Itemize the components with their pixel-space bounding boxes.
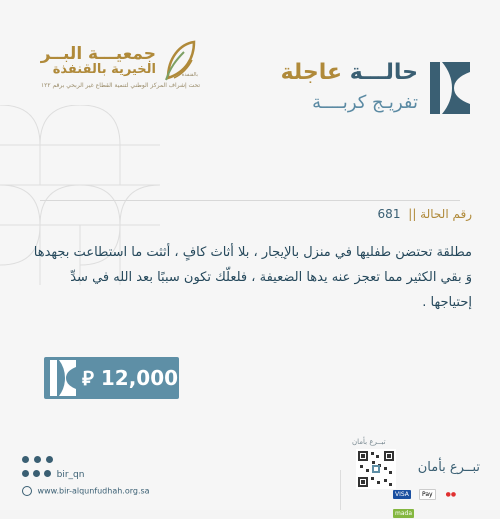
tiktok-icon[interactable] [22,456,29,463]
twitter-icon[interactable] [33,470,40,477]
title-part1: حالـــة [349,60,418,85]
case-description: مطلقة تحتضن طفليها في منزل بالإيجار ، بلا أثاث كافٍ ، أثثت ما استطاعت بجهدها وَ بقي الكثير مما تعجز عنه يدها الضعيفة ، فلعلّك تكون سببًا بعد الله في سدِّ إحتياجها . [33,245,472,310]
price-box [44,357,179,399]
brand-mark-icon [430,62,470,114]
case-number-label: رقم الحالة || [408,207,472,221]
globe-icon [22,486,32,496]
case-number [378,207,472,221]
donate-label: تبــرع بأمان [417,460,480,475]
mastercard-icon: ●● [445,491,457,498]
instagram-icon[interactable] [22,470,29,477]
title-part2: عاجلة [280,60,343,85]
case-number-value: 681 [377,207,401,221]
youtube-icon[interactable] [44,470,51,477]
link-icon[interactable] [46,456,53,463]
website-link[interactable]: www.bir-alqunfudhah.org.sa [37,486,150,496]
social-handle[interactable]: bir_qn [56,470,85,480]
mada-icon: mada [395,510,413,517]
org-subline: تحت إشراف المركز الوطني لتنمية القطاع غير الربحي برقم ١٢٢ [40,82,200,89]
snapchat-icon[interactable] [34,456,41,463]
social-icons-row [22,455,55,465]
qr-label: تبــرع بأمان [352,438,386,446]
org-logo [40,38,200,94]
page-subtitle: تفريـج كربــــة [312,92,418,113]
currency-symbol: ⃁ [82,366,94,390]
website-row [22,486,150,496]
payment-methods [390,481,480,517]
price-amount: ⃁ 12,000 [82,366,179,390]
footer [0,420,500,517]
divider [40,200,460,201]
social-handle-row [22,470,84,480]
org-small-text: بالقنفذة [181,72,198,78]
org-name: جمعيـــة البــر الخيرية بالقنفذة [40,44,156,77]
footer-divider [340,470,341,510]
visa-icon: VISA [395,491,409,498]
apple-pay-icon: Pay [419,489,436,500]
brand-mark-small-icon [50,360,76,396]
page-title [281,60,418,85]
